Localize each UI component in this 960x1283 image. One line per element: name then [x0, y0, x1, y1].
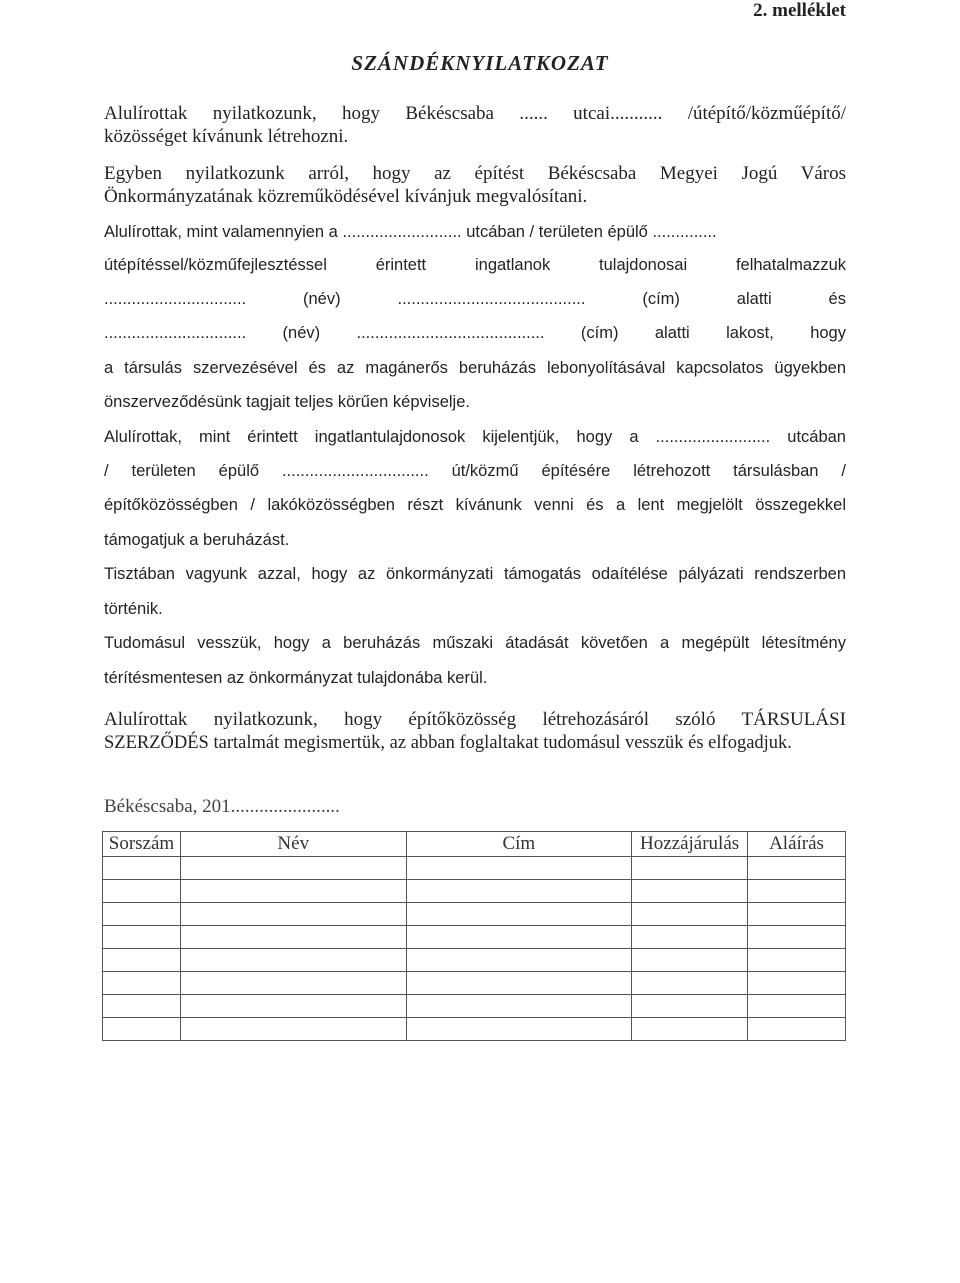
- table-cell[interactable]: [406, 995, 632, 1018]
- table-row: [103, 903, 846, 926]
- table-cell[interactable]: [103, 903, 181, 926]
- table-cell[interactable]: [632, 880, 748, 903]
- signature-table: [102, 831, 846, 1041]
- paragraph-line: önszerveződésünk tagjait teljes körűen képviselje.: [104, 393, 470, 411]
- table-cell[interactable]: [748, 972, 846, 995]
- table-cell[interactable]: [632, 1018, 748, 1041]
- paragraph-line: Önkormányzatának közreműködésével kívánjuk megvalósítani.: [104, 186, 588, 207]
- table-row: [103, 880, 846, 903]
- table-cell[interactable]: [180, 926, 406, 949]
- table-cell[interactable]: [632, 857, 748, 880]
- table-cell[interactable]: [406, 949, 632, 972]
- table-cell[interactable]: [406, 926, 632, 949]
- column-header-cim: Cím: [406, 832, 632, 857]
- table-cell[interactable]: [103, 1018, 181, 1041]
- table-cell[interactable]: [103, 972, 181, 995]
- table-row: [103, 1018, 846, 1041]
- table-cell[interactable]: [103, 995, 181, 1018]
- table-cell[interactable]: [406, 972, 632, 995]
- table-cell[interactable]: [103, 857, 181, 880]
- paragraph-line: építőközösségben / lakóközösségben részt kívánunk venni és a lent megjelölt összegekkel: [104, 496, 846, 514]
- paragraph-line: történik.: [104, 600, 163, 618]
- paragraph-line: közösséget kívánunk létrehozni.: [104, 126, 349, 147]
- place-date-line: Békéscsaba, 201.......................: [104, 796, 340, 817]
- paragraph-line: Alulírottak, mint érintett ingatlantulajdonosok kijelentjük, hogy a ......................... utcában: [104, 428, 846, 446]
- table-cell[interactable]: [180, 949, 406, 972]
- table-cell[interactable]: [180, 1018, 406, 1041]
- paragraph-line: Alulírottak, mint valamennyien a .......................... utcában / területen épülő ..............: [104, 223, 717, 241]
- table-cell[interactable]: [406, 903, 632, 926]
- table-cell[interactable]: [632, 926, 748, 949]
- table-cell[interactable]: [632, 972, 748, 995]
- paragraph-line: Alulírottak nyilatkozunk, hogy Békéscsaba ...... utcai........... /útépítő/közműépítő/: [104, 103, 846, 124]
- paragraph-line: Egyben nyilatkozunk arról, hogy az építést Békéscsaba Megyei Jogú Város: [104, 163, 846, 184]
- document-title: SZÁNDÉKNYILATKOZAT: [351, 51, 609, 75]
- table-cell[interactable]: [103, 949, 181, 972]
- paragraph-line: támogatjuk a beruházást.: [104, 531, 290, 549]
- table-cell[interactable]: [748, 880, 846, 903]
- table-row: [103, 972, 846, 995]
- paragraph-line: SZERZŐDÉS tartalmát megismertük, az abban foglaltakat tudomásul vesszük és elfogadjuk.: [104, 733, 792, 753]
- table-row: [103, 995, 846, 1018]
- table-cell[interactable]: [748, 995, 846, 1018]
- table-cell[interactable]: [406, 1018, 632, 1041]
- paragraph-line: ............................... (név) ......................................... (cím) alatti és: [104, 290, 846, 308]
- table-row: [103, 949, 846, 972]
- paragraph-line: / területen épülő ................................ út/közmű építésére létrehozott társulásban /: [104, 462, 846, 480]
- column-header-sorszam: Sorszám: [103, 832, 181, 857]
- table-cell[interactable]: [180, 880, 406, 903]
- paragraph-line: ............................... (név) ......................................... (cím) alatti lakost, hogy: [104, 324, 846, 342]
- table-row: [103, 926, 846, 949]
- table-cell[interactable]: [180, 857, 406, 880]
- paragraph-line: útépítéssel/közműfejlesztéssel érintett ingatlanok tulajdonosai felhatalmazzuk: [104, 256, 846, 274]
- table-cell[interactable]: [180, 972, 406, 995]
- column-header-hozzajarulas: Hozzájárulás: [632, 832, 748, 857]
- paragraph-line: Tudomásul vesszük, hogy a beruházás műszaki átadását követően a megépült létesítmény: [104, 634, 846, 652]
- table-row: [103, 857, 846, 880]
- table-cell[interactable]: [632, 949, 748, 972]
- annex-label: 2. melléklet: [753, 0, 846, 21]
- table-cell[interactable]: [748, 903, 846, 926]
- paragraph-line: Tisztában vagyunk azzal, hogy az önkormányzati támogatás odaítélése pályázati rendszerben: [104, 565, 846, 583]
- table-cell[interactable]: [406, 857, 632, 880]
- column-header-nev: Név: [180, 832, 406, 857]
- column-header-alairas: Aláírás: [748, 832, 846, 857]
- table-cell[interactable]: [406, 880, 632, 903]
- table-cell[interactable]: [748, 1018, 846, 1041]
- paragraph-line: Alulírottak nyilatkozunk, hogy építőközösség létrehozásáról szóló TÁRSULÁSI: [104, 709, 846, 730]
- paragraph-line: térítésmentesen az önkormányzat tulajdonába kerül.: [104, 669, 488, 687]
- table-cell[interactable]: [748, 926, 846, 949]
- table-cell[interactable]: [632, 903, 748, 926]
- table-cell[interactable]: [748, 949, 846, 972]
- table-cell[interactable]: [103, 926, 181, 949]
- table-header-row: [103, 832, 846, 857]
- table-cell[interactable]: [748, 857, 846, 880]
- table-cell[interactable]: [180, 995, 406, 1018]
- table-cell[interactable]: [180, 903, 406, 926]
- paragraph-line: a társulás szervezésével és az magánerős beruházás lebonyolításával kapcsolatos ügyekben: [104, 359, 846, 377]
- table-cell[interactable]: [103, 880, 181, 903]
- table-cell[interactable]: [632, 995, 748, 1018]
